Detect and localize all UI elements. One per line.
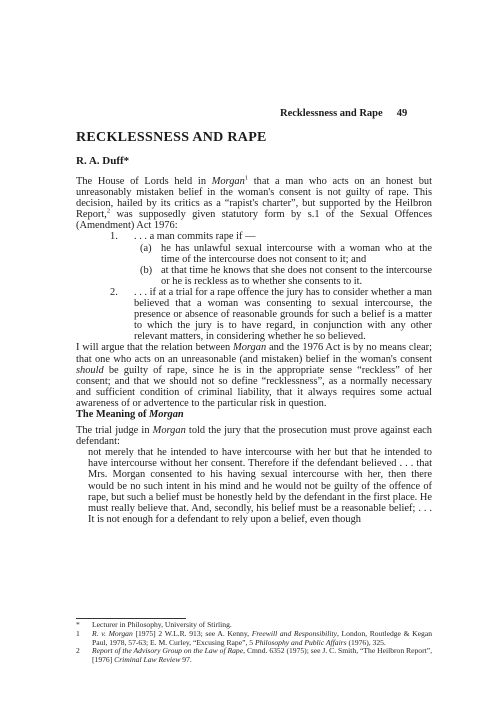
article-author: R. A. Duff* (76, 155, 130, 167)
footnote-fragment: (1976), 325. (346, 637, 386, 647)
statute-sub-text: he has unlawful sexual intercourse with a woman who at the time of the intercourse does not consent to it; and (161, 242, 432, 265)
footnote-2 (76, 647, 432, 665)
emphasis: should (76, 364, 104, 376)
case-name: Morgan (233, 342, 267, 354)
statute-item-number: 1. (110, 231, 118, 243)
footnote-fragment: , Cmnd. 6352 (1975); see J. C. Smith, “The Heilbron Report”, [1976] (92, 646, 432, 665)
footnote-text (92, 630, 432, 648)
book-title: Freewill and Responsibility (251, 628, 337, 638)
intro-text-3: was supposedly given statutory form by s.1 of the Sexual Offences (Amendment) Act 1976: (76, 209, 432, 232)
footnote-ref-1[interactable]: 1 (244, 174, 249, 182)
statute-sub-label: (b) (140, 264, 153, 276)
article-body (76, 171, 432, 525)
footnote-ref-2[interactable]: 2 (106, 207, 111, 215)
trial-paragraph (76, 425, 432, 447)
statute-sub-text: at that time he knows that she does not consent to the intercourse or he is reckless as to whether she consents to it. (161, 264, 432, 287)
case-name: Morgan (149, 408, 184, 420)
statute-sub-a (76, 243, 432, 265)
statute-item-1 (76, 231, 432, 242)
footnote-divider (76, 618, 186, 619)
argument-text-2: and the 1976 Act is by no means clear; that one who acts on an unreasonable (and mistaken) belief in the woman's consent (76, 342, 432, 365)
intro-paragraph (76, 176, 432, 231)
footnote-mark: 1 (76, 628, 80, 638)
footnotes (76, 621, 432, 665)
footnote-fragment: [1975] 2 W.L.R. 913; see A. Kenny, (132, 628, 252, 638)
argument-text-1: I will argue that the relation between (76, 342, 234, 354)
case-name: Morgan (211, 176, 245, 187)
running-title: Recklessness and Rape (280, 108, 383, 119)
footnote-text (92, 647, 432, 665)
footnote-1 (76, 630, 432, 648)
argument-text-3: be guilty of rape, since he is in the appropriate sense “reckless” of her consent; and that we should not so define “recklessness”, as a normally necessary and sufficient condition of criminal liability, that it always requires some actual awareness of or advertence to the particular risk in question. (76, 364, 432, 409)
case-name: R. v. Morgan (92, 628, 133, 638)
footnote-fragment: , London, Routledge & Kegan Paul, 1978, 57-63; E. M. Curley, “Excusing Rape”, 5 (92, 628, 432, 647)
page-number: 49 (396, 108, 408, 119)
trial-text-1: The trial judge in (76, 425, 153, 437)
section-heading (76, 409, 432, 420)
statute-item-2 (76, 287, 432, 342)
statute-item-text: . . . if at a trial for a rape offence the jury has to consider whether a man believed that a woman was consenting to sexual intercourse, the presence or absence of reasonable grounds for such a belief is a matter to which the jury is to have regard, in conjunction with any other relevant matters, in considering whether he so believed. (134, 286, 432, 343)
footnote-mark: 2 (76, 646, 80, 656)
block-quote: not merely that he intended to have intercourse with her but that he intended to have intercourse without her consent. Therefore if the defendant believed . . . that Mrs. Morgan consented to his having sexual intercourse with her, then there would be no such intent in his mind and he would not be guilty of the offence of rape, but such a belief must be honestly held by the defendant in the first place. He must really believe that. And, secondly, his belief must be a reasonable belief; . . . It is not enough for a defendant to rely upon a belief, even though (88, 447, 432, 525)
trial-text-2: told the jury that the prosecution must prove against each defendant: (76, 425, 432, 448)
statute-item-text: . . . a man commits rape if — (134, 231, 256, 243)
intro-text-2: that a man who acts on an honest but unreasonably mistaken belief in the woman's consent is not guilty of rape. This decision, hailed by its critics as a “rapist's charter”, but supported by the Heilbron Report, (76, 176, 432, 221)
argument-paragraph (76, 342, 432, 409)
footnote-mark: * (76, 620, 80, 629)
statute-sub-label: (a) (140, 242, 152, 254)
article-title: RECKLESSNESS AND RAPE (76, 130, 267, 145)
footnote-fragment: 97. (180, 655, 192, 665)
report-title: Report of the Advisory Group on the Law of Rape (92, 646, 244, 656)
journal-title: Criminal Law Review (114, 655, 181, 665)
case-name: Morgan (152, 425, 186, 437)
intro-text-1: The House of Lords held in (76, 176, 212, 187)
statute-item-number: 2. (110, 286, 118, 298)
section-heading-text: The Meaning of (76, 408, 150, 420)
statute-sub-b (76, 265, 432, 287)
journal-title: Philosophy and Public Affairs (254, 637, 347, 647)
running-header (280, 108, 430, 119)
footnote-text: Lecturer in Philosophy, University of Stirling. (92, 620, 232, 629)
